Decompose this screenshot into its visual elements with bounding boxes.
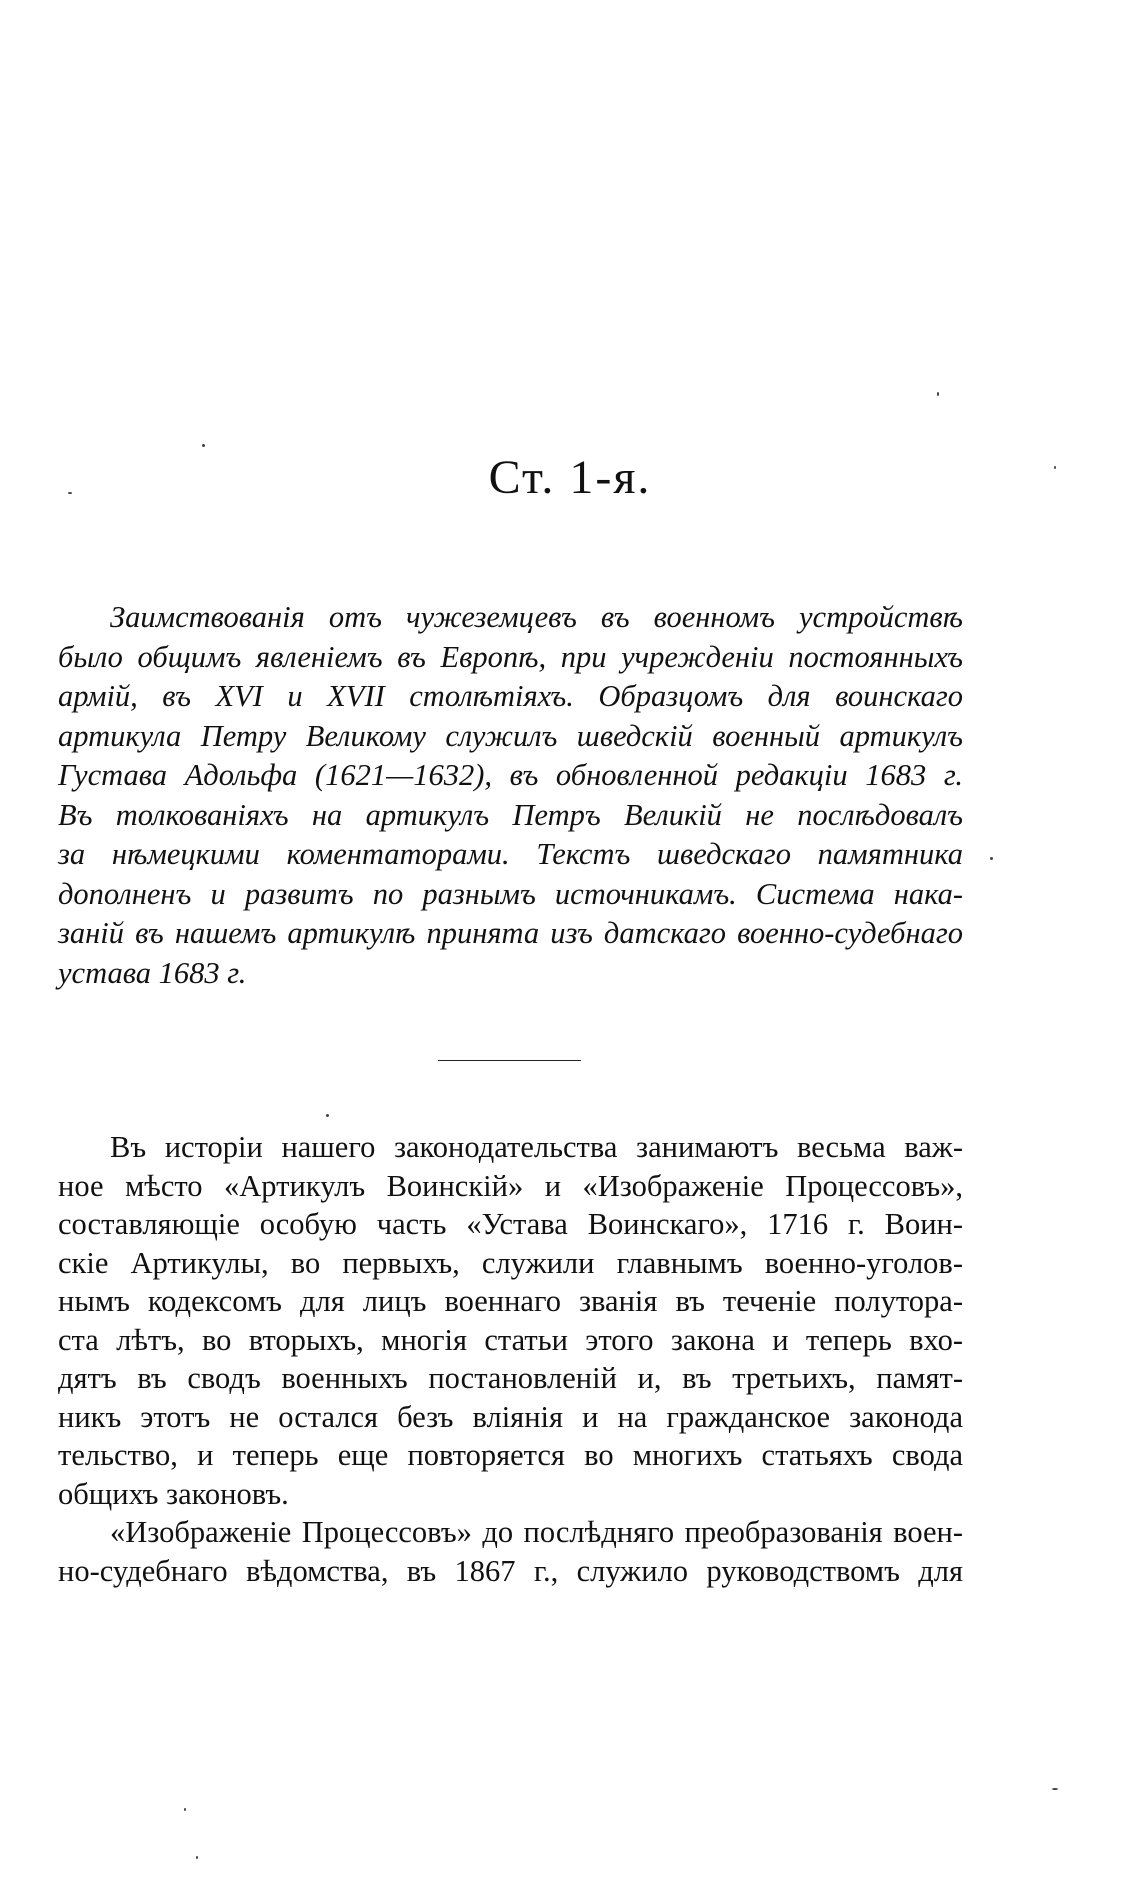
- body-line: никъ этотъ не остался безъ вліянія и на гражданское законода: [58, 1399, 963, 1434]
- abstract-line: армій, въ XVI и XVII столѣтіяхъ. Образцомъ для воинскаго: [58, 679, 963, 713]
- scan-speck: [326, 1114, 329, 1117]
- abstract-line: было общимъ явленіемъ въ Европѣ, при учрежденіи постоянныхъ: [58, 639, 963, 674]
- body-line: тельство, и теперь еще повторяется во многихъ статьяхъ свода: [58, 1438, 963, 1472]
- scan-speck: [196, 1856, 198, 1859]
- abstract-line: дополненъ и развитъ по разнымъ источникамъ. Система нака-: [58, 876, 963, 911]
- body-line: дятъ въ сводъ военныхъ постановленій и, въ третьихъ, памят-: [58, 1361, 963, 1395]
- scan-speck: [1052, 1788, 1058, 1790]
- body-line: нымъ кодексомъ для лицъ военнаго званія въ теченіе полутора-: [58, 1284, 963, 1318]
- body-line: составляющіе особую часть «Устава Воинскаго», 1716 г. Воин-: [58, 1207, 963, 1241]
- abstract-line: Густава Адольфа (1621—1632), въ обновленной редакціи 1683 г.: [58, 758, 963, 792]
- body-line: «Изображеніе Процессовъ» до послѣдняго преобразованія воен-: [110, 1515, 963, 1549]
- section-separator-rule: [438, 1060, 581, 1061]
- body-line: ное мѣсто «Артикулъ Воинскій» и «Изображеніе Процессовъ»,: [58, 1168, 963, 1203]
- scan-speck: [202, 444, 205, 447]
- abstract-line: заній въ нашемъ артикулѣ принята изъ датскаго военно-судебнаго: [58, 916, 963, 950]
- abstract-line: устава 1683 г.: [58, 955, 247, 990]
- body-line: общихъ законовъ.: [58, 1476, 289, 1511]
- italic-abstract: [58, 598, 963, 993]
- abstract-line: за нѣмецкими коментаторами. Текстъ шведскаго памятника: [58, 837, 963, 871]
- scan-speck: [1054, 466, 1056, 469]
- article-heading: Ст. 1-я.: [488, 451, 652, 504]
- abstract-line: Въ толкованіяхъ на артикулъ Петръ Великій не послѣдовалъ: [58, 797, 963, 832]
- body-line: но-судебнаго вѣдомства, въ 1867 г., служило руководствомъ для: [58, 1553, 963, 1588]
- body-text: [58, 1128, 963, 1590]
- body-line: скіе Артикулы, во первыхъ, служили главнымъ военно-уголов-: [58, 1245, 963, 1280]
- scan-speck: [68, 492, 72, 494]
- scan-speck: [184, 1808, 186, 1811]
- scan-speck: [990, 857, 993, 860]
- abstract-line: артикула Петру Великому служилъ шведскій военный артикулъ: [58, 718, 963, 753]
- body-line: Въ исторіи нашего законодательства занимаютъ весьма важ-: [110, 1130, 963, 1164]
- scan-speck: [937, 392, 939, 396]
- abstract-line: Заимствованія отъ чужеземцевъ въ военномъ устройствѣ: [110, 600, 963, 634]
- body-line: ста лѣтъ, во вторыхъ, многія статьи этого закона и теперь вхо-: [58, 1322, 963, 1357]
